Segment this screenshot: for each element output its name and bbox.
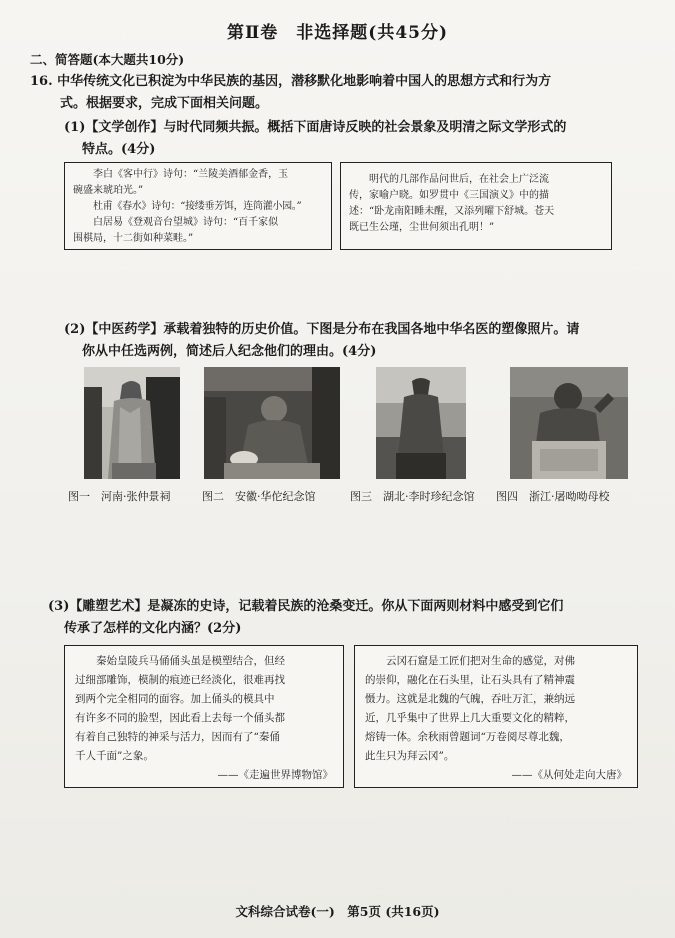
- question-stem-line1: 16. 中华传统文化已积淀为中华民族的基因，潜移默化地影响着中国人的思想方式和行为方: [30, 74, 552, 89]
- material-line: 的崇仰，融化在石头里，让石头具有了精神震: [365, 674, 575, 686]
- material-line: 有许多不同的脸型，因此看上去每一个俑头都: [75, 712, 285, 724]
- novel-line: 传，家喻户晓。如罗贯中《三国演义》中的描: [349, 190, 549, 201]
- caption-figure-1: 图一 河南·张仲景祠: [68, 490, 171, 503]
- material-source: ——《从何处走向大唐》: [511, 769, 627, 781]
- poem-line: 杜甫《春水》诗句：“接缕垂芳饵，连筒灌小园。”: [93, 201, 302, 212]
- material-line: 过细部雕饰，模制的痕迹已经淡化，很难再找: [75, 674, 285, 686]
- part1-material-novel: [340, 162, 612, 250]
- part2-prompt-line1: (2)【中医药学】承载着独特的历史价值。下图是分布在我国各地中华名医的塑像照片。请: [64, 322, 580, 337]
- part1-material-poems: [64, 162, 332, 250]
- page-footer: 文科综合试卷(一) 第5页 (共16页): [235, 904, 440, 919]
- novel-line: 述：“卧龙南阳睡未醒，又添列曜下舒城。苍天: [349, 206, 555, 217]
- poem-line: 白居易《登观音台望城》诗句：“百千家似: [93, 217, 279, 228]
- material-line: 到两个完全相同的面容。加上俑头的模具中: [75, 693, 275, 705]
- part2-prompt-line2: 你从中任选两例，简述后人纪念他们的理由。(4分): [82, 344, 377, 359]
- material-line: 有着自己独特的神采与活力，因而有了“秦俑: [75, 731, 280, 743]
- section-heading: 二、简答题(本大题共10分): [30, 52, 185, 67]
- caption-figure-3: 图三 湖北·李时珍纪念馆: [350, 490, 475, 503]
- page-title: 第Ⅱ卷 非选择题(共45分): [226, 23, 449, 43]
- part3-prompt-line2: 传承了怎样的文化内涵？(2分): [64, 621, 242, 636]
- caption-figure-4: 图四 浙江·屠呦呦母校: [496, 490, 610, 503]
- material-line: 此生只为拜云冈”。: [365, 750, 455, 762]
- part3-prompt-line1: (3)【雕塑艺术】是凝冻的史诗，记载着民族的沧桑变迁。你从下面两则材料中感受到它们: [48, 599, 564, 614]
- photo-tu-youyou-statue: [510, 367, 628, 479]
- photo-li-shizhen-statue: [376, 367, 466, 479]
- caption-figure-2: 图二 安徽·华佗纪念馆: [202, 490, 316, 503]
- material-line: 秦始皇陵兵马俑俑头虽是模塑结合，但经: [96, 655, 285, 667]
- novel-line: 明代的几部作品问世后，在社会上广泛流: [369, 174, 549, 185]
- poem-line: 碗盛来琥珀光。”: [73, 185, 144, 196]
- material-source: ——《走遍世界博物馆》: [217, 769, 333, 781]
- material-line: 慑力。这就是北魏的气魄，吞吐万汇，兼纳远: [365, 693, 575, 705]
- question-stem-line2: 式。根据要求，完成下面相关问题。: [60, 96, 269, 111]
- material-line: 千人千面”之象。: [75, 750, 154, 762]
- part3-material-terracotta: [64, 645, 344, 788]
- material-line: 近，几乎集中了世界上几大重要文化的精粹，: [365, 712, 575, 724]
- part3-material-yungang: [354, 645, 638, 788]
- part1-prompt-line2: 特点。(4分): [82, 142, 156, 157]
- photo-zhang-zhongjing-statue: [84, 367, 180, 479]
- material-line: 熔铸一体。余秋雨曾题词“万卷阅尽尊北魏，: [365, 731, 570, 743]
- novel-line: 既已生公瑾，尘世何须出孔明！”: [349, 222, 495, 233]
- photo-hua-tuo-statue: [204, 367, 340, 479]
- part1-prompt-line1: (1)【文学创作】与时代同频共振。概括下面唐诗反映的社会景象及明清之际文学形式的: [64, 120, 567, 135]
- poem-line: 围棋局，十二街如种菜畦。”: [73, 233, 194, 244]
- poem-line: 李白《客中行》诗句：“兰陵美酒郁金香，玉: [93, 169, 289, 180]
- material-line: 云冈石窟是工匠们把对生命的感觉，对佛: [386, 655, 575, 667]
